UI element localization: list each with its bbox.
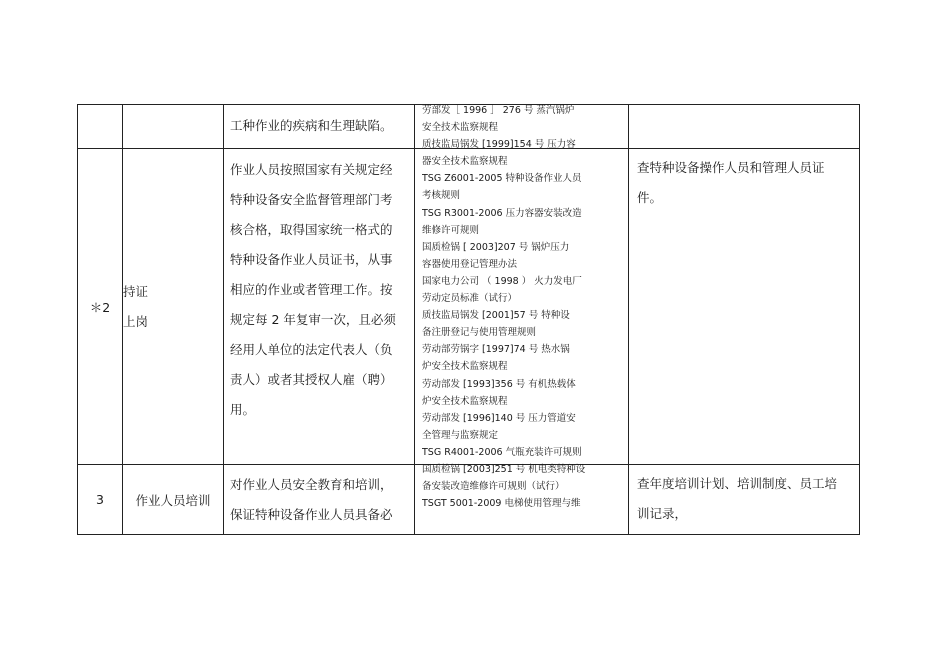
reference-line: 质技监局锅发 [2001]57 号 特种设 [422, 310, 570, 322]
requirement-line: 保证特种设备作业人员具备必 [230, 507, 393, 522]
regulation-reference-list [422, 102, 620, 512]
reference-line: 容器使用登记管理办法 [422, 258, 518, 270]
check-line: 件。 [637, 190, 663, 205]
check-line: 查年度培训计划、培训制度、员工培 [637, 476, 838, 491]
reference-line: 国家电力公司 （ 1998 ） 火力发电厂 [422, 275, 582, 287]
check-line: 查特种设备操作人员和管理人员证 [637, 160, 825, 175]
requirement-line: 对作业人员安全教育和培训， [230, 477, 393, 492]
check-method-cell [629, 105, 860, 149]
reference-line: 劳部发［ 1996 ］ 276 号 蒸汽锅炉 [422, 105, 575, 116]
item-label: 作业人员培训 [135, 492, 211, 508]
row-number: 3 [96, 492, 104, 507]
reference-line: TSG R3001-2006 压力容器安装改造 [422, 207, 582, 219]
reference-line: 劳动部劳锅字 [1997]74 号 热水锅 [422, 344, 570, 356]
row-number-cell [78, 149, 123, 465]
reference-line: 劳动部发 [1993]356 号 有机热载体 [422, 378, 576, 390]
requirement-line: 规定每 2 年复审一次，且必须 [230, 312, 396, 327]
item-label-line: 上岗 [123, 313, 149, 329]
requirement-cell [224, 105, 415, 149]
reference-line: 安全技术监察规程 [422, 122, 499, 134]
reference-line: TSG R4001-2006 气瓶充装许可规则 [422, 446, 582, 458]
item-cell [123, 105, 224, 149]
requirement-line: 责人）或者其授权人雇（聘） [230, 372, 393, 387]
requirement-cell [224, 149, 415, 465]
item-cell [123, 465, 224, 535]
requirement-line: 核合格，取得国家统一格式的 [230, 222, 393, 237]
check-method-cell [629, 149, 860, 465]
row-number-cell [78, 465, 123, 535]
reference-line: 备安装改造维修许可规则（试行） [422, 481, 565, 493]
reference-line: 质技监局锅发 [1999]154 号 压力容 [422, 139, 576, 151]
item-cell [123, 149, 224, 465]
row-number: ＊2 [89, 299, 111, 315]
reference-line: 炉安全技术监察规程 [422, 361, 508, 373]
reference-line: 维修许可规则 [422, 224, 480, 236]
reference-line: TSGT 5001-2009 电梯使用管理与维 [422, 498, 581, 510]
reference-line: 劳动部发 [1996]140 号 压力管道安 [422, 412, 576, 424]
reference-line: 备注册登记与使用管理规则 [422, 327, 537, 339]
requirement-line: 经用人单位的法定代表人（负 [230, 342, 393, 357]
item-label-line: 持证 [123, 283, 149, 299]
requirement-line: 特种设备作业人员证书，从事 [230, 252, 393, 267]
requirement-text: 工种作业的疾病和生理缺陷。 [230, 118, 393, 133]
reference-line: 劳动定员标准（试行） [422, 293, 518, 305]
row-number-cell [78, 105, 123, 149]
reference-line: 国质检锅 [ 2003]207 号 锅炉压力 [422, 241, 570, 253]
reference-line: 国质检锅 [2003]251 号 机电类特种设 [422, 463, 586, 475]
reference-line: 考核规则 [422, 190, 461, 202]
requirement-line: 用。 [230, 402, 256, 417]
check-method-cell [629, 465, 860, 535]
requirement-line: 作业人员按照国家有关规定经 [230, 162, 393, 177]
reference-line: 炉安全技术监察规程 [422, 395, 508, 407]
check-line: 训记录， [637, 506, 688, 521]
requirement-line: 相应的作业或者管理工作。按 [230, 282, 393, 297]
requirement-cell [224, 465, 415, 535]
reference-line: 器安全技术监察规程 [422, 156, 508, 168]
reference-line: TSG Z6001-2005 特种设备作业人员 [422, 173, 582, 185]
requirement-line: 特种设备安全监督管理部门考 [230, 192, 393, 207]
reference-line: 全管理与监察规定 [422, 429, 499, 441]
